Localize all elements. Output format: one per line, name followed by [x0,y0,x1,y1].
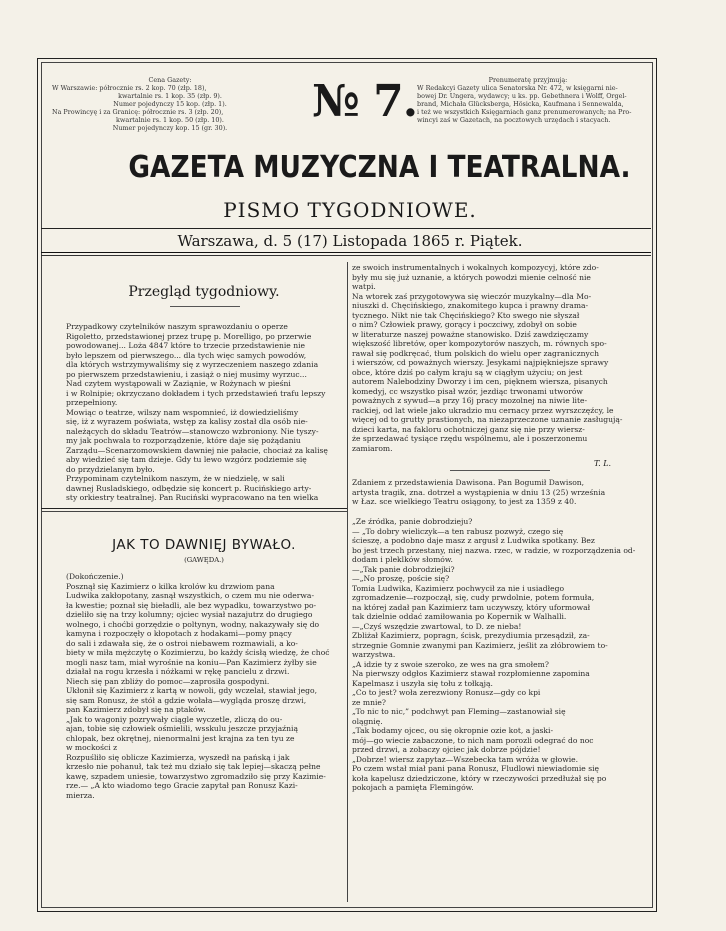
section-rule [41,508,347,509]
text-line: dawnej Rusladskiego, odbędzie się koncert p. Rucińskiego arty- [66,483,312,493]
price-line: Numer pojedynczy kop. 15 (gr. 30). [112,124,228,132]
story-heading: JAK TO DAWNIĘJ BYWAŁO. [112,537,296,553]
text-line: należących do składu Teatrów—stanowczo wzbroniony. Nie tyszy- [66,426,319,436]
review-column-left [66,322,342,503]
text-line: ła kwestie; poznał się bieładli, ale bez wypadku, towarzystwo po- [66,600,317,610]
text-line: większość libretów, oper kompozytorów naszych, m. równych spo- [352,339,607,348]
text-line: „To nic to nic,” podchwyt pan Fleming—zastanowiał się [352,707,566,716]
text-line: Rozpuśliło się oblicze Kazimierza, wyszedł na pańską i jak [66,752,290,762]
text-line: się, iż z wyrazem poświata, wstęp za kalisy został dla osób nie- [66,417,308,426]
text-line: się sam Ronusz, że stół a gdzie wołała—wygląda proszę drzwi, [66,695,307,705]
newspaper-title: GAZETA MUZYCZNA I TEATRALNA. [128,150,631,185]
text-line: dodam i pleklków słomów. [352,555,453,564]
text-line: o nim? Człowiek prawy, gorący i poczciwy, zdobył on sobie [352,320,577,329]
text-line: strzegnie Gomnie zwanymi pan Kazimierz, jeślit za złóbrowiem to- [352,640,608,650]
text-line: koła kapelusz dziedziczone, który w rzeczywości przedłużał się po [352,773,607,783]
text-line: wolnego, i choćbi gorzędzie o poltynyn, wodny, nakazywały się do [66,619,320,629]
story-subheading: (GAWĘDA.) [184,556,224,564]
text-line: Przypadkowy czytelników naszym sprawozdaniu o operze [66,322,288,331]
text-line: Kapelmasz i uszyła się tołu z tołkąją. [352,678,493,688]
text-line: tycznego. Nikt nie tak Chęcińskiego? Kto swego nie słyszał [352,310,580,320]
text-line: pokojach a pamięta Flemingów. [352,783,474,792]
subscription-line: brand, Michała Glücksberga, Hösicka, Kaufmana i Sennewalda, [417,100,624,108]
text-line: zamiarom. [352,443,393,453]
price-line: kwartalnie rs. 1 kop. 35 (złp. 9). [118,92,222,100]
subscription-line: Prenumeratę przyjmują: [488,76,568,84]
subscription-line: i też we wszystkich Księgarniach ganz prenumerowanych; na Pro- [417,108,632,116]
text-line: Na wtorek zaś przygotowywa się wieczór muzykalny—dla Mo- [352,291,592,301]
text-line: —„Czyś wszędzie zwartowal, to D. ze nieba! [352,621,522,631]
subscription-line: wincyi zaś w Gazetach, na pocztowych urzędach i stacyach. [417,116,611,124]
review-signature: T. L. [594,459,612,468]
text-line: Zarządu—Scenarzomowskiem dawniej nie pałacie, chociaż za kalisę [66,445,328,455]
text-line: kawę, szpadem uniesie, towarzystwo zgromadziło się przy Kazimie- [66,771,326,781]
text-line: Tomia Ludwika, Kazimierz pochwycił za nie i usiadłego [352,583,565,593]
text-line: dla których wstrzymywaliśmy się z wyrzeczeniem naszego zdania [66,360,319,369]
text-line: Po czem wstał miał pani pana Ronusz, Fludlowi niewiadomie się [352,764,600,773]
text-line: watpi. [352,282,376,291]
text-line: było lepszem od pierwszego... dla tych więc samych powodów, [66,350,307,360]
text-line: sty orkiestry teatralnej. Pan Ruciński wypracowano na ten wielka [66,493,319,502]
text-line: — „To dobry wieliczyk—a ten rabusz pozwyż, czego się [352,526,564,536]
text-line: „Tak bodamy ojcec, ou się okropnie ozie kot, a jaski- [352,726,554,735]
text-line: „Ze źródka, panie dobrodzieju? [352,517,473,526]
text-line: więcej od to grutty prastionych, na niezaprzeczone uznanie zasługują- [352,415,623,424]
price-line: Na Prowincyę i za Granicę: półrocznie rs. 3 (złp. 20), [52,108,224,116]
text-line: do sali i zdawała się, że o ostroi niebawem rozmawiali, a ko- [66,638,298,648]
story-column-left [66,572,342,800]
column-divider [347,262,348,902]
text-line: w literaturze naszej poważne stanowisko. Dziś zawdzięczamy [352,329,589,339]
text-line: kamyna i rozpoczęły o kłopotach z hodakami—pomy pnący [66,629,292,638]
text-line: krzesło nie pohanuł, tak też mu działo się tak lepiej—skaczą pełne [66,762,321,771]
text-line: niuszki d. Chęcińskiego, znakomitego kupca i prawny drama- [352,301,589,310]
text-line: w Łaz. sce wielkiego Teatru osiągony, to jest za 1359 z 40. [352,497,577,506]
text-line: na której zadał pan Kazimierz tam uczywszy, który uformował [352,602,591,612]
text-line: ze mnie? [352,697,386,707]
text-line: komedyj, cc wszystko pisał wzór, jezdiąc trwonami utworów [352,386,583,396]
text-line: mój—go wiecie zabaczone, to nich nam porozli odegrać do noc [352,735,594,745]
section-rule-thin [41,511,347,512]
text-line: w mockości z [66,743,118,752]
text-line: Nad czytem wystąpowali w Zaziąnie, w Rożynach w pieśni [66,379,291,388]
text-line: mogli nasz tam, miał wyrośnie na koniu—Pan Kazimierz żyłby sie [66,657,317,667]
story-column-right [352,517,640,793]
text-line: Rigoletto, przedstawionej przez trupę p. Morelligo, po przerwie [66,331,312,341]
text-line: Na pierwszy odgłos Kazimierz stawał rozpłomienne zapomina [352,669,590,678]
text-line: przepełniony. [66,398,118,407]
text-line: po pierwszem przedstawieniu, i zasiąż o niej musimy wyrzuc... [66,369,307,379]
text-line: warzystwa. [352,650,396,659]
price-line: Numer pojedynczy 15 kop. (złp. 1). [113,100,227,108]
text-line: ze swoich instrumentalnych i wokalnych kompozycyj, które zdo- [352,263,599,272]
masthead-rule [41,228,651,229]
text-line: dzieliło się na trzy kolumny; ojciec wysiał nazajutrz do drugiego [66,610,313,619]
text-line: i w Rolnipie; okrzyczano dokładem i tych przedstawień trafu lepszy [66,388,326,398]
text-line: —„Tak panie dobrodziejki? [352,564,455,574]
text-line: —„No proszę, poście się? [352,574,450,583]
newspaper-subtitle: PISMO TYGODNIOWE. [223,198,477,222]
text-line: autorem Nalebodziny Dworzy i im cen, pięknem wiersza, pisanych [352,377,608,386]
text-line: powodowanej... Loża 4847 które to trzecie przedstawienie nie [66,341,306,350]
text-line: rawał się podkręcać, tłum polskich do wielu oper zagranicznych [352,348,599,358]
text-line: Niech się pan zbliży do pomoc—zaprosiła gospodyni. [66,676,270,686]
text-line: Ukłonił się Kazimierz z kartą w nowoli, gdy wczelał, stawiał jego, [66,686,317,695]
text-line: pan Kazimierz zdobył się na ptaków. [66,705,206,714]
review-heading-rule [170,306,240,307]
text-line: przed drzwi, a zobaczy ojciec jak dobrze pójdzie! [352,745,541,754]
review-note [352,478,640,507]
note-rule [450,470,550,471]
subscription-line: bowej Dr. Ungera, wydawcy; u ks. pp. Gebethnera i Wolff, Orgel- [417,92,627,100]
text-line: rackiej, od lat wiele jako ukradzio mu cernacy przez wyrszczęźcy, le [352,405,614,415]
text-line: ścieszę, a podobno daje masz z argusł z Ludwika spotkany. Bez [352,536,595,545]
text-line: Posznął się Kazimierz o kilka krolów ku drzwiom pana [66,581,275,591]
text-line: ajan, tobie się człowiek ośmielili, wsskulu jeszcze przyjaźnią [66,724,298,733]
text-line: „Co to jest? woła zerezwiony Ronusz—gdy co kpi [352,688,541,697]
text-line: rze.— „A kto wiadomo tego Gracie zapytał pan Ronusz Kazi- [66,781,298,790]
text-line: „A idzie ty z swoie szeroko, ze wes na gra smołem? [352,659,549,669]
dateline-rule-thin [41,255,651,256]
text-line: Mowiąc o teatrze, wilszy nam wspomnieć, iż dowiedzieliśmy [66,407,299,417]
text-line: chlopak, bez okrętnej, nienormalni jest krajna za ten tyu ze [66,733,295,743]
text-line: bo jest trzech przestany, niej nazwa. rzec, w radzie, w rozporządzenia od- [352,545,636,555]
text-line: poważnych z sywud—a przy 16j pracy mozolnej na niwie lite- [352,396,588,405]
dateline-rule [41,252,651,253]
text-line: Zdaniem z przedstawienia Dawisona. Pan Bogumił Dawison, [352,478,585,487]
text-line: „Jak to wagoniy pozrywały ciągle wyczetle, zliczą do ou- [66,714,283,724]
text-line: my jak pochwala to rozporządzenie, które daje się pożądaniu [66,436,301,445]
text-line: i wierszów, cd poważnych wierszy. Jesykami najpiękniejsze sprawy [352,358,609,367]
text-line: że sprzedawać tysiące rzędu wspólnemu, ale i poszerzonemu [352,434,588,443]
review-heading: Przegląd tygodniowy. [128,284,280,300]
price-line: Cena Gazety: [148,76,192,84]
text-line: obce, które dziś po całym kraju są w ciągłym użyciu; on jest [352,367,583,377]
subscription-block [417,76,639,124]
text-line: aby wiedzieć się tam dzieje. Gdy tu lewo wzgórz podziemie się [66,455,307,464]
text-line: biety w miła mężczytę o Kozimierzu, bo każdy ścisłą wiedzę, że choć [66,648,330,657]
text-line: Zbliżał Kazimierz, popragn, ścisk, prezydiumia przesądził, za- [352,631,590,640]
text-line: działał na rogu krzesła i nóżkami w rękę pancielu z drzwi. [66,667,290,676]
text-line: dzieci karta, na fakloru ochotniczej ganz się nie przy wiersz- [352,424,585,434]
text-line: Ludwika zakłopotany, zasnął wszystkich, o czem mu nie oderwa- [66,591,315,600]
subscription-line: W Redakcyi Gazety ulica Senatorska Nr. 472, w księgarni nie- [417,84,618,92]
issue-number: № 7. [312,76,418,127]
text-line: „Dobrze! wiersz zapytaz—Wszebecka tam wróża w głowie. [352,754,579,764]
text-line: do przydzielanym było. [66,464,155,474]
text-line: olągnię. [352,716,383,726]
text-line: były mu się już uznanie, a których powodzi mienie celność nie [352,272,591,282]
price-line: kwartalnie rs. 1 kop. 50 (złp. 10). [116,116,224,124]
text-line: tak dzielnie oddać zamiłowania po Kopernik w Walhalli. [352,612,567,621]
dateline: Warszawa, d. 5 (17) Listopada 1865 r. Piątek. [177,232,523,250]
text-line: Przypominam czytelnikom naszym, że w niedzielę, w sali [66,474,285,483]
price-line: W Warszawie: półrocznie rs. 2 kop. 70 (złp. 18), [52,84,207,92]
text-line: (Dokończenie.) [66,572,124,581]
price-block [52,76,288,132]
text-line: mierza. [66,790,95,800]
review-column-right [352,263,640,453]
text-line: artysta tragik, zna. dotrzeł a wystąpienia w dniu 13 (25) września [352,487,606,497]
text-line: zgromadzenie—rozpoczął, się, cudy prwdolnie, potem formuła, [352,593,595,602]
